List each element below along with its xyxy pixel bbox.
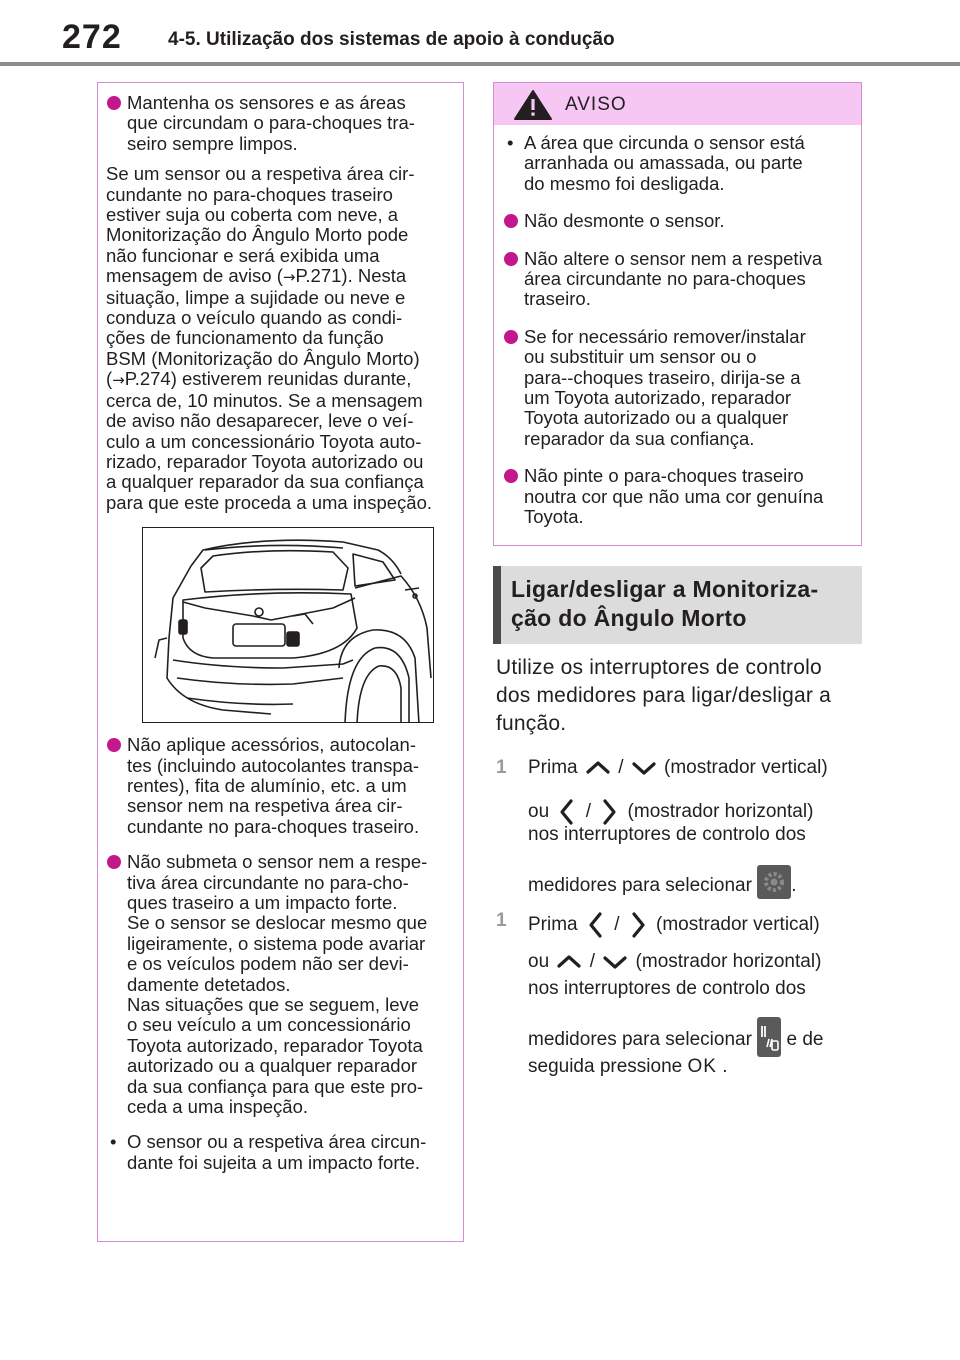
chevron-down-icon bbox=[629, 760, 659, 776]
text-line: um Toyota autorizado, reparador bbox=[524, 387, 792, 409]
chevron-right-icon bbox=[625, 910, 651, 940]
warning-triangle-icon bbox=[513, 89, 553, 126]
text-line: dante foi sujeita a um impacto forte. bbox=[127, 1151, 421, 1173]
dash-bullet-icon: • bbox=[507, 132, 514, 153]
step-text: Prima bbox=[528, 757, 578, 778]
step-number: 1 bbox=[496, 910, 507, 931]
text-line: traseiro. bbox=[524, 288, 591, 310]
text-line: da sua confiança para que este pro- bbox=[127, 1075, 424, 1097]
bullet-dot-icon bbox=[107, 855, 121, 869]
text-line: O sensor ou a respetiva área circun- bbox=[127, 1131, 427, 1153]
step-text: nos interruptores de controlo dos bbox=[528, 978, 806, 999]
text-line: Utilize os interruptores de controlo bbox=[496, 656, 822, 679]
step-text: ou bbox=[528, 801, 550, 823]
text-line: dos medidores para ligar/desligar a bbox=[496, 684, 832, 707]
chevron-left-icon bbox=[554, 797, 580, 827]
chevron-right-icon bbox=[596, 797, 622, 827]
step-text: seguida pressione bbox=[528, 1056, 683, 1077]
text-line: cundante no para-choques traseiro bbox=[106, 183, 393, 205]
warning-bullet-replacement bbox=[503, 327, 849, 449]
step-line bbox=[528, 865, 796, 899]
dash-item-impact bbox=[106, 1132, 451, 1173]
heading-line: ção do Ângulo Morto bbox=[511, 605, 747, 631]
step-number: 1 bbox=[496, 757, 507, 778]
text-line: de aviso não desaparecer, leve o veí- bbox=[106, 410, 414, 432]
step-text: e de bbox=[786, 1029, 824, 1050]
text-line: Se o sensor se deslocar mesmo que bbox=[127, 912, 428, 934]
chevron-left-icon bbox=[583, 910, 609, 940]
bullet-no-accessories bbox=[106, 735, 451, 837]
text-line: cundante no para-choques traseiro. bbox=[127, 815, 420, 837]
step-line bbox=[528, 1056, 728, 1078]
settings-gear-icon bbox=[757, 865, 791, 899]
separator: / bbox=[614, 914, 620, 936]
warning-bullet-no-paint bbox=[503, 466, 849, 527]
text-line: mensagem de aviso (→P.271). Nesta bbox=[106, 265, 407, 287]
arrow-right-icon: → bbox=[112, 371, 125, 390]
text-line: tes (incluindo autocolantes transpa- bbox=[127, 754, 420, 776]
text-line: Não aplique acessórios, autocolan- bbox=[127, 734, 416, 756]
bullet-dot-icon bbox=[107, 96, 121, 110]
text-line: rizado, reparador Toyota autorizado ou bbox=[106, 450, 424, 472]
text-line: Monitorização do Ângulo Morto pode bbox=[106, 224, 409, 246]
text-line: Não altere o sensor nem a respetiva bbox=[524, 247, 823, 269]
car-rear-drawing bbox=[143, 528, 434, 723]
text-line: A área que circunda o sensor está bbox=[524, 132, 805, 153]
text-line: arranhada ou amassada, ou parte bbox=[524, 152, 803, 174]
step-line bbox=[528, 797, 813, 827]
step-text: . bbox=[722, 1056, 728, 1077]
separator: / bbox=[585, 801, 591, 823]
text-line: culo a um concessionário Toyota auto- bbox=[106, 430, 422, 452]
text-line: cerca de, 10 minutos. Se a mensagem bbox=[106, 389, 423, 411]
text-line: para--choques traseiro, dirija-se a bbox=[524, 366, 801, 388]
text-line: tiva área circundante no para-cho- bbox=[127, 871, 409, 893]
text-line: autorizado ou a qualquer reparador bbox=[127, 1055, 418, 1077]
bullet-dot-icon bbox=[107, 738, 121, 752]
bullet-dot-icon bbox=[504, 330, 518, 344]
warning-body bbox=[494, 125, 861, 528]
rear-bumper-illustration bbox=[142, 527, 434, 723]
separator: / bbox=[589, 951, 595, 972]
step-text: Prima bbox=[528, 914, 578, 936]
warning-bullet-no-modify bbox=[503, 249, 849, 310]
text-line: Se um sensor ou a respetiva área cir- bbox=[106, 163, 415, 185]
header-divider bbox=[0, 62, 960, 66]
warning-dash-item bbox=[503, 133, 849, 194]
bullet-dot-icon bbox=[504, 252, 518, 266]
text-line: reparador da sua confiança. bbox=[524, 427, 755, 449]
bullet-dot-icon bbox=[504, 469, 518, 483]
text-line: seiro sempre limpos. bbox=[127, 132, 298, 154]
text-line: o seu veículo a um concessionário bbox=[127, 1014, 411, 1036]
page-number: 272 bbox=[62, 18, 122, 56]
dash-bullet-icon: • bbox=[110, 1131, 117, 1153]
text-line: damente detetados. bbox=[127, 973, 291, 995]
text-line: e os veículos podem não ser devi- bbox=[127, 953, 409, 975]
step-text: medidores para selecionar bbox=[528, 1029, 752, 1050]
text-line: Nas situações que se seguem, leve bbox=[127, 994, 420, 1015]
page-ref-link[interactable]: P.274) estiverem reunidas durante, bbox=[124, 368, 412, 390]
text-line: área circundante no para-choques bbox=[524, 268, 806, 290]
heading-line: Ligar/desligar a Monitoriza- bbox=[511, 576, 819, 602]
bullet-dot-icon bbox=[504, 214, 518, 228]
bullet-no-impact bbox=[106, 852, 451, 1117]
step-text: . bbox=[791, 875, 797, 896]
bsm-sensor-icon bbox=[757, 1017, 781, 1057]
paragraph-dirty-sensor bbox=[106, 164, 451, 513]
step-text: ou bbox=[528, 951, 550, 972]
step-line bbox=[528, 951, 821, 973]
arrow-right-icon: → bbox=[282, 268, 296, 287]
warning-label: AVISO bbox=[565, 94, 627, 115]
text-line: estiver suja ou coberta com neve, a bbox=[106, 204, 399, 226]
text-line: situação, limpe a sujidade ou neve e bbox=[106, 286, 406, 308]
section-heading-bar bbox=[493, 566, 862, 644]
ok-button-label: OK bbox=[687, 1056, 717, 1077]
chevron-up-icon bbox=[583, 760, 613, 776]
section-heading bbox=[511, 575, 818, 633]
text-line: BSM (Monitorização do Ângulo Morto) bbox=[106, 347, 420, 369]
heading-accent bbox=[493, 566, 501, 644]
intro-paragraph bbox=[496, 654, 831, 738]
text-line: Não pinte o para-choques traseiro bbox=[524, 465, 804, 487]
text-line: rentes), fita de alumínio, etc. a um bbox=[127, 774, 407, 796]
text-line: Mantenha os sensores e as áreas bbox=[127, 92, 406, 113]
text-line: noutra cor que não uma cor genuína bbox=[524, 485, 824, 507]
section-title: 4-5. Utilização dos sistemas de apoio à condução bbox=[168, 29, 615, 50]
step-line bbox=[528, 757, 828, 779]
text-line: conduza o veículo quando as condi- bbox=[106, 307, 403, 329]
text-line: do mesmo foi desligada. bbox=[524, 172, 725, 194]
warning-bullet-no-disassemble bbox=[503, 211, 849, 231]
text-line: Toyota. bbox=[524, 506, 584, 528]
text-line: não funcionar e será exibida uma bbox=[106, 244, 380, 266]
step-text: (mostrador vertical) bbox=[656, 914, 820, 936]
text-line: para que este proceda a uma inspeção. bbox=[106, 491, 433, 513]
text-line: sensor nem na respetiva área cir- bbox=[127, 795, 403, 817]
chevron-down-icon bbox=[600, 954, 630, 970]
text-line: Se for necessário remover/instalar bbox=[524, 325, 806, 347]
text-line: ligeiramente, o sistema pode avariar bbox=[127, 932, 426, 954]
bullet-keep-clean bbox=[106, 93, 451, 154]
text-line: Não submeta o sensor nem a respe- bbox=[127, 851, 428, 873]
step-line bbox=[528, 1017, 823, 1057]
step-text: (mostrador horizontal) bbox=[635, 951, 822, 972]
text-line: Toyota autorizado ou a qualquer bbox=[524, 407, 789, 429]
text-line: Toyota autorizado, reparador Toyota bbox=[127, 1034, 423, 1056]
maintenance-notes-box bbox=[97, 82, 464, 1242]
chevron-up-icon bbox=[554, 954, 584, 970]
warning-box bbox=[493, 82, 862, 546]
text-line: ques traseiro a um impacto forte. bbox=[127, 891, 398, 913]
text-line: ou substituir um sensor ou o bbox=[524, 346, 757, 368]
warning-header bbox=[494, 83, 861, 125]
separator: / bbox=[618, 757, 624, 778]
step-text: (mostrador vertical) bbox=[664, 757, 828, 778]
step-line bbox=[528, 910, 820, 940]
text-line: a qualquer reparador da sua confiança bbox=[106, 471, 424, 493]
step-text: nos interruptores de controlo dos bbox=[528, 824, 806, 845]
text-line: que circundam o para-choques tra- bbox=[127, 112, 415, 134]
text-line: (→P.274) estiverem reunidas durante, bbox=[106, 368, 412, 390]
step-text: medidores para selecionar bbox=[528, 875, 752, 896]
page-ref-link[interactable]: P.271). Nesta bbox=[295, 265, 407, 287]
step-text: (mostrador horizontal) bbox=[627, 801, 814, 823]
text-line: ceda a uma inspeção. bbox=[127, 1096, 309, 1118]
text-line: Não desmonte o sensor. bbox=[524, 210, 725, 232]
text-line: ções de funcionamento da função bbox=[106, 327, 384, 349]
text-line: função. bbox=[496, 712, 567, 735]
